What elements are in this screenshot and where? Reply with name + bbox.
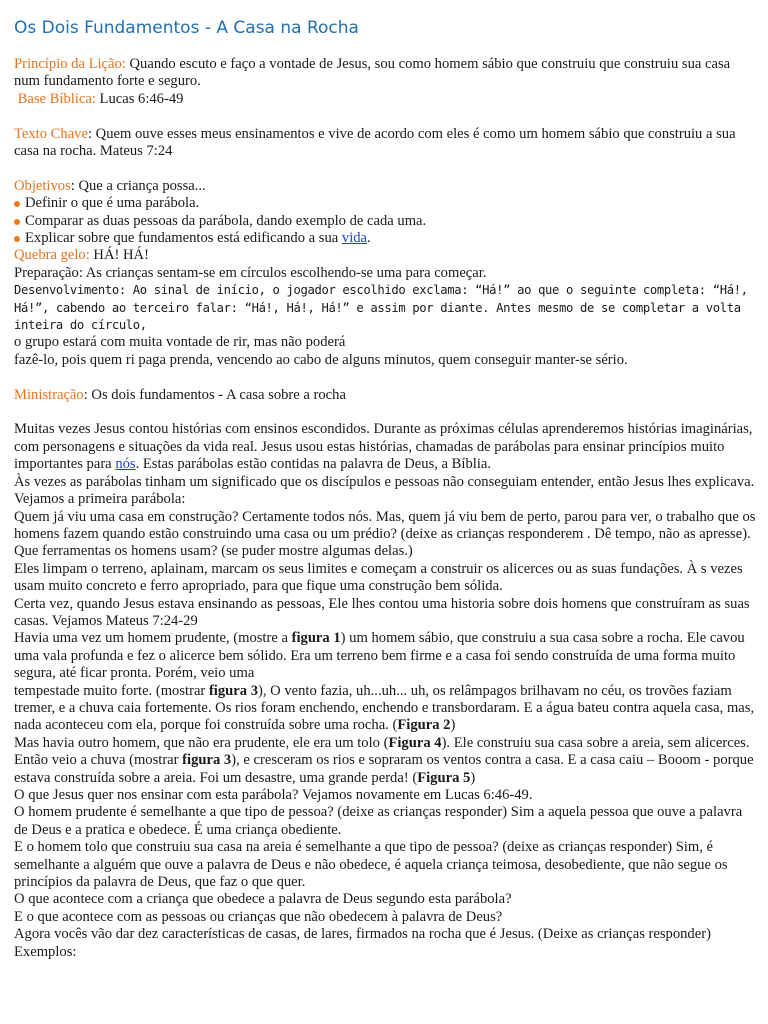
body-paragraph-1 bbox=[14, 421, 758, 473]
body-paragraph-12: E o homem tolo que construiu sua casa na areia é semelhante a que tipo de pessoa? (deixe as crianças responder) Sim, é semelhante a alguém que ouve a palavra de Deus e não obedece, é aquela criança teimosa, desobediente, que não segue os princípios da palavra de Deus, que faz o que quer. bbox=[14, 839, 728, 891]
list-item bbox=[14, 213, 758, 230]
body-paragraph-14: E o que acontece com as pessoas ou crianças que não obedecem à palavra de Deus? bbox=[14, 908, 503, 925]
ministracao-text: : Os dois fundamentos - A casa sobre a rocha bbox=[83, 386, 346, 403]
quebra-gelo-text: HÁ! HÁ! bbox=[89, 247, 149, 264]
ministracao-paragraph bbox=[14, 387, 758, 404]
body-paragraph-13: O que acontece com a criança que obedece a palavra de Deus segundo esta parábola? bbox=[14, 891, 512, 908]
figure-5-ref: Figura 5 bbox=[417, 769, 471, 786]
objetivo-text: Definir o que é uma parábola. bbox=[25, 195, 200, 212]
p8-text-c: ) bbox=[450, 717, 456, 734]
bullet-icon bbox=[14, 236, 20, 242]
body-paragraph-3: Quem já viu uma casa em construção? Certamente todos nós. Mas, quem já viu bem de perto, parou para ver, o trabalho que os homens fazem quando estão construindo uma casa ou um prédio? (deixe as crianças responderem . Dê tempo, não as apresse). bbox=[14, 508, 756, 542]
p8-text-a: tempestade muito forte. (mostrar bbox=[14, 682, 209, 699]
body-paragraph-10: O que Jesus quer nos ensinar com esta parábola? Vejamos novamente em Lucas 6:46-49. bbox=[14, 787, 533, 803]
document-body bbox=[14, 56, 758, 961]
base-biblica-text: Lucas 6:46-49 bbox=[95, 90, 184, 107]
p9-text-a: Mas havia outro homem, que não era prudente, ele era um tolo ( bbox=[14, 734, 389, 751]
objetivo-text: Explicar sobre que fundamentos está edificando a sua bbox=[25, 230, 342, 247]
quebra-gelo-line2: fazê-lo, pois quem ri paga prenda, vencendo ao cabo de alguns minutos, quem conseguir manter-se sério. bbox=[14, 351, 628, 368]
quebra-gelo-line1: o grupo estará com muita vontade de rir, mas não poderá bbox=[14, 334, 346, 351]
preparacao-paragraph: Preparação: As crianças sentam-se em círculos escolhendo-se uma para começar. bbox=[14, 264, 487, 281]
body-paragraph-8 bbox=[14, 683, 758, 735]
quebra-gelo-label: Quebra gelo: bbox=[14, 247, 90, 264]
list-item bbox=[14, 195, 758, 212]
desenvolvimento-paragraph: Desenvolvimento: Ao sinal de início, o jogador escolhido exclama: “Há!” ao que o seguinte completa: “Há!, Há!”, cabendo ao terceiro falar: “Há!, Há!, Há!” e assim por diante. Antes mesmo de se completar a volta inteira do círculo, bbox=[14, 283, 748, 333]
objetivo-link-suffix: . bbox=[367, 230, 371, 247]
p1-text-a: Muitas vezes Jesus contou histórias com ensinos escondidos. Durante as próximas células aprenderemos histórias imaginárias, com personagens e situações da vida real. Jesus usou estas histórias, chamadas de parábolas para ensinar princípios muito importantes para bbox=[14, 421, 753, 473]
nos-link[interactable]: nós bbox=[115, 456, 136, 473]
body-paragraph-16: Exemplos: bbox=[14, 943, 77, 960]
principio-label: Princípio da Lição: bbox=[14, 56, 126, 72]
objetivo-text: Comparar as duas pessoas da parábola, dando exemplo de cada uma. bbox=[25, 212, 427, 229]
p8-text-b: ), O vento fazia, uh...uh... uh, os relâmpagos brilhavam no céu, os trovões faziam tremer, e a chuva caia fortemente. Os rios foram enchendo, enchendo e transbordaram. E a água bateu contra aquela casa, mas, nada aconteceu com ela, porque foi construída sobre uma rocha. ( bbox=[14, 682, 755, 734]
bullet-icon bbox=[14, 219, 20, 225]
objetivos-list bbox=[14, 195, 758, 247]
principio-text: Quando escuto e faço a vontade de Jesus, sou como homem sábio que construiu que construiu sua casa num fundamento forte e seguro. bbox=[14, 56, 731, 90]
figure-2-ref: Figura 2 bbox=[397, 717, 451, 734]
p9-text-c: ), e cresceram os rios e sopraram os ventos contra a casa. E a casa caiu – Booom - porque estava construída sobre a areia. Foi um desastre, uma grande perda! ( bbox=[14, 752, 754, 786]
body-paragraph-6: Certa vez, quando Jesus estava ensinando as pessoas, Ele lhes contou uma historia sobre dois homens que construíram as suas casas. Vejamos Mateus 7:24-29 bbox=[14, 595, 750, 629]
base-biblica-paragraph bbox=[14, 91, 758, 108]
ministracao-label: Ministração bbox=[14, 386, 84, 403]
page-title: Os Dois Fundamentos - A Casa na Rocha bbox=[14, 18, 359, 38]
bullet-icon bbox=[14, 201, 20, 207]
p1-text-b: . Estas parábolas estão contidas na palavra de Deus, a Bíblia. bbox=[135, 456, 491, 473]
texto-chave-paragraph bbox=[14, 126, 758, 161]
figure-3-ref: figura 3 bbox=[208, 682, 258, 699]
body-paragraph-5: Eles limpam o terreno, aplainam, marcam os seus limites e começam a construir os alicerces ou as suas fundações. À s vezes usam muito concreto e ferro apropriado, para que fique uma construção bem sólida. bbox=[14, 560, 743, 595]
body-paragraph-15: Agora vocês vão dar dez características de casas, de lares, firmados na rocha que é Jesus. (Deixe as crianças responder) bbox=[14, 926, 711, 943]
objetivos-intro: : Que a criança possa... bbox=[70, 177, 206, 194]
figure-3-ref: figura 3 bbox=[182, 752, 232, 769]
vida-link[interactable]: vida bbox=[341, 230, 368, 247]
body-paragraph-9 bbox=[14, 735, 758, 787]
objetivos-paragraph bbox=[14, 178, 758, 195]
body-paragraph-4: Que ferramentas os homens usam? (se puder mostre algumas delas.) bbox=[14, 543, 413, 560]
base-biblica-label: Base Bíblica: bbox=[17, 90, 96, 107]
p7-text-b: ) um homem sábio, que construiu a sua casa sobre a rocha. Ele cavou uma vala profunda e fez o alicerce bem sólido. Era um terreno bem firme e a casa foi sendo construída de uma forma muito segura, até ficar pronta. Porém, veio uma bbox=[14, 630, 745, 682]
body-paragraph-2: Às vezes as parábolas tinham um significado que os discípulos e pessoas não conseguiam entender, então Jesus lhes explicava. Vejamos a primeira parábola: bbox=[14, 473, 755, 508]
quebra-gelo-paragraph bbox=[14, 247, 758, 264]
objetivos-label: Objetivos bbox=[14, 177, 71, 194]
body-paragraph-7 bbox=[14, 630, 758, 682]
p7-text-a: Havia uma vez um homem prudente, (mostre a bbox=[14, 630, 292, 647]
body-paragraph-11: O homem prudente é semelhante a que tipo de pessoa? (deixe as crianças responder) Sim a aquela pessoa que ouve a palavra de Deus e a pratica e obedece. É uma criança obediente. bbox=[14, 804, 743, 838]
figure-4-ref: Figura 4 bbox=[388, 734, 442, 751]
list-item bbox=[14, 230, 758, 247]
figure-1-ref: figura 1 bbox=[291, 630, 341, 647]
texto-chave-label: Texto Chave bbox=[14, 125, 88, 142]
p9-text-b: ). Ele construiu sua casa sobre a areia, sem alicerces. Então veio a chuva (mostrar bbox=[14, 734, 750, 769]
p9-text-d: ) bbox=[470, 769, 476, 786]
principio-paragraph bbox=[14, 56, 758, 91]
texto-chave-text: : Quem ouve esses meus ensinamentos e vive de acordo com eles é como um homem sábio que construiu a sua casa na rocha. Mateus 7:24 bbox=[14, 125, 736, 160]
